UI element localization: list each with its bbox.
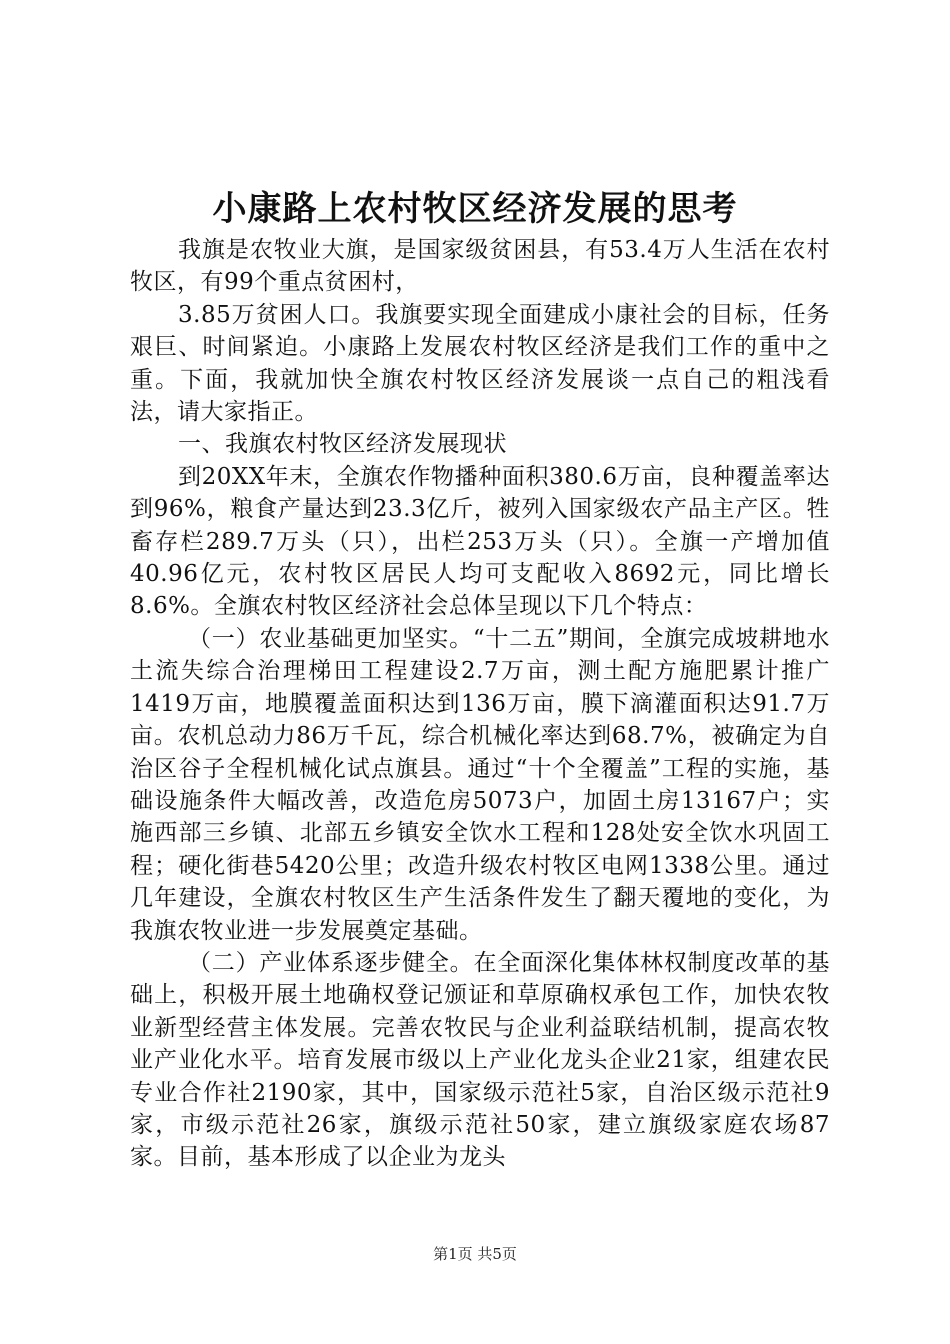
paragraph-industry-system: （二）产业体系逐步健全。在全面深化集体林权制度改革的基础上，积极开展土地确权登记颁证和草原确权承包工作，加快农牧业新型经营主体发展。完善农牧民与企业利益联结机制，提高农牧业产业化水平。培育发展市级以上产业化龙头企业21家，组建农民专业合作社2190家，其中，国家级示范社5家，自治区级示范社9家，市级示范社26家，旗级示范社50家，建立旗级家庭农场87家。目前，基本形成了以企业为龙头: [130, 949, 830, 1171]
section-heading: 一、我旗农村牧区经济发展现状: [178, 431, 507, 458]
paragraph-status: 到20XX年末，全旗农作物播种面积380.6万亩，良种覆盖率达到96%，粮食产量达到23.3亿斤，被列入国家级农产品主产区。牲畜存栏289.7万头（只），出栏253万头（只）。全旗一产增加值40.96亿元，农村牧区居民人均可支配收入8692元，同比增长8.6%。全旗农村牧区经济社会总体呈现以下几个特点：: [130, 463, 830, 620]
paragraph-agriculture-foundation: （一）农业基础更加坚实。“十二五”期间，全旗完成坡耕地水土流失综合治理梯田工程建设2.7万亩，测土配方施肥累计推广1419万亩，地膜覆盖面积达到136万亩，膜下滴灌面积达91.7万亩。农机总动力86万千瓦，综合机械化率达到68.7%，被确定为自治区谷子全程机械化试点旗县。通过“十个全覆盖”工程的实施，基础设施条件大幅改善，改造危房5073户，加固土房13167户；实施西部三乡镇、北部五乡镇安全饮水工程和128处安全饮水巩固工程；硬化街巷5420公里；改造升级农村牧区电网1338公里。通过几年建设，全旗农村牧区生产生活条件发生了翻天覆地的变化，为我旗农牧业进一步发展奠定基础。: [130, 625, 830, 944]
paragraph-intro: 我旗是农牧业大旗，是国家级贫困县，有53.4万人生活在农村牧区，有99个重点贫困村，: [130, 237, 830, 296]
document-body: [130, 234, 830, 1174]
document-title: 小康路上农村牧区经济发展的思考: [212, 189, 738, 229]
page-footer: 第1页 共5页: [433, 1245, 517, 1263]
paragraph-poverty: 3.85万贫困人口。我旗要实现全面建成小康社会的目标，任务艰巨、时间紧迫。小康路上发展农村牧区经济是我们工作的重中之重。下面，我就加快全旗农村牧区经济发展谈一点自己的粗浅看法，请大家指正。: [130, 301, 830, 426]
